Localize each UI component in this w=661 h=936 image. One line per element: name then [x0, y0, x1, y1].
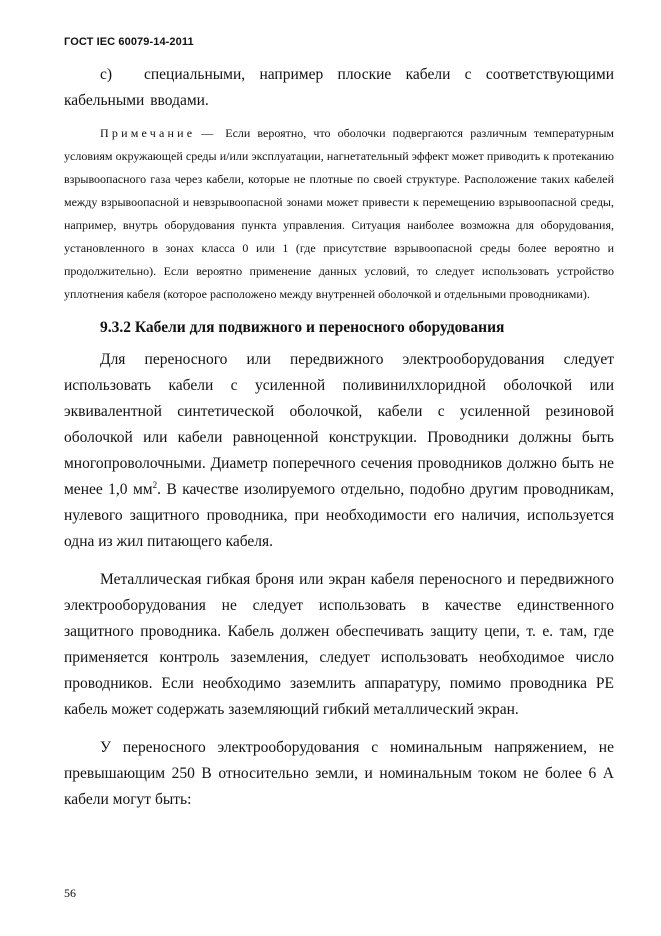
list-item-marker: c) [100, 66, 113, 83]
note-text: Если вероятно, что оболочки подвергаются различным температурным условиям окружающей среды и/или эксплуатации, нагнетательный эффект может приводить к протеканию взрывоопасного газа через кабели, которые не плотные по своей структуре. Расположение таких кабелей между взрывоопасной и невзрывоопасной зонами может привести к перемещению взрывоопасной среды, например, внутрь оборудования пункта управления. Ситуация наиболее возможна для оборудования, установленного в зонах класса 0 или 1 (где присутствие взрывоопасной среды более вероятно и продолжительно). Если вероятно применение данных условий, то следует использовать устройство уплотнения кабеля (которое расположено между внутренней оболочкой и отдельными проводниками). [64, 126, 614, 301]
square-millimeter-superscript: 2 [152, 479, 158, 490]
paragraph-1-text-before-superscript: Для переносного или передвижного электрооборудования следует использовать кабели с усиленной поливинилхлоридной оболочкой или эквивалентной синтетической оболочкой, кабели с усиленной резиновой оболочкой или кабели равноценной конструкции. Проводники должны быть многопроволочными. Диаметр поперечного сечения проводников должно быть не менее 1,0 мм [64, 351, 614, 498]
section-paragraph-3: У переносного электрооборудования с номинальным напряжением, не превышающим 250 В относительно земли, и номинальным током не более 6 А кабели могут быть: [64, 739, 614, 808]
paragraph-1-text-after-superscript: . В качестве изолируемого отдельно, подобно другим проводникам, нулевого защитного проводника, при необходимости его наличия, используется одна из жил питающего кабеля. [64, 481, 614, 550]
list-item-c [64, 62, 614, 114]
note-paragraph [64, 122, 614, 306]
page-content [64, 62, 614, 813]
note-label: Примечание [100, 126, 196, 140]
note-dash: — [201, 126, 214, 140]
document-header: ГОСТ IEC 60079-14-2011 [64, 36, 194, 48]
section-paragraph-2: Металлическая гибкая броня или экран кабеля переносного и передвижного электрооборудования не следует использовать в качестве единственного защитного проводника. Кабель должен обеспечивать защиту цепи, т. е. там, где применяется контроль заземления, следует использовать необходимое число проводников. Если необходимо заземлить аппаратуру, помимо проводника PE кабель может содержать заземляющий гибкий металлический экран. [64, 571, 614, 718]
page-number: 56 [64, 886, 76, 900]
list-item-text: специальными, например плоские кабели с соответствующими кабельными вводами. [64, 66, 614, 109]
section-paragraph-1 [64, 347, 614, 555]
section-heading: 9.3.2 Кабели для подвижного и переносного оборудования [100, 319, 505, 336]
